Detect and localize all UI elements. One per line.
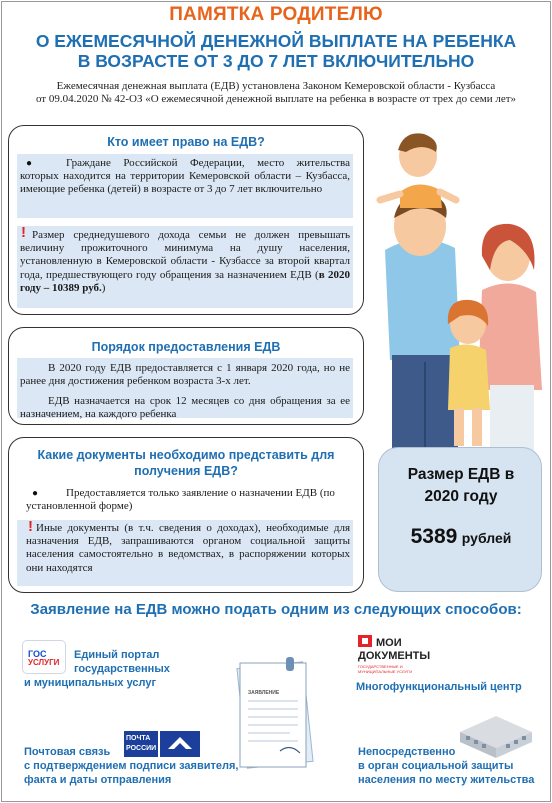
- bullet-icon: ●: [32, 488, 39, 499]
- method-direct-line-2: в орган социальной защиты: [358, 760, 514, 772]
- documents-note: Иные документы (в т.ч. сведения о доходах), необходимые для назначения ЕДВ, запрашиваются органом социальной защиты населения самостоятельно в ведомствах, в распоряжении которых они находятся: [26, 522, 350, 574]
- russian-post-logo-top: ПОЧТА: [126, 735, 151, 742]
- law-line-1: Ежемесячная денежная выплата (ЕДВ) установлена Законом Кемеровской области - Кузбасса: [56, 80, 496, 92]
- documents-heading: [8, 447, 364, 479]
- warning-icon: !: [28, 518, 33, 535]
- income-note: [20, 229, 350, 295]
- gosuslugi-logo-bottom: УСЛУГИ: [28, 658, 60, 667]
- method-post-line-2: с подтверждением подписи заявителя,: [24, 760, 239, 772]
- method-portal-line-1: Единый портал: [74, 649, 160, 661]
- page-title: ПАМЯТКА РОДИТЕЛЮ: [169, 4, 383, 25]
- income-threshold: в 2020 году – 10389 руб.: [20, 268, 350, 294]
- submission-methods-title: Заявление на ЕДВ можно подать одним из следующих способов:: [30, 601, 522, 618]
- my-documents-logo-mark: [358, 635, 374, 649]
- eligibility-bullet: Граждане Российской Федерации, место жительства которых находится на территории Кемеровской области – Кузбасса, имеющие ребенка (детей) в возрасте от 3 до 7 лет включительно: [20, 157, 350, 196]
- documents-heading-line-1: Какие документы необходимо представить для: [37, 448, 335, 462]
- family-illustration: [360, 130, 550, 450]
- method-portal-line-2: государственных: [74, 663, 170, 675]
- order-paragraph-2: ЕДВ назначается на срок 12 месяцев со дня обращения за ее назначением, на каждого ребенка: [20, 395, 350, 421]
- income-note-tail: ): [101, 281, 106, 294]
- payment-amount: [379, 525, 543, 549]
- subtitle-line-1: О ЕЖЕМЕСЯЧНОЙ ДЕНЕЖНОЙ ВЫПЛАТЕ НА РЕБЕНКА: [35, 31, 517, 51]
- documents-bullet: Предоставляется только заявление о назначении ЕДВ (по установленной форме): [26, 487, 335, 513]
- payment-amount-card: [378, 447, 542, 592]
- subtitle-line-2: В ВОЗРАСТЕ ОТ 3 ДО 7 ЛЕТ ВКЛЮЧИТЕЛЬНО: [77, 51, 475, 71]
- method-portal: [24, 648, 224, 690]
- method-direct-line-3: населения по месту жительства: [358, 774, 535, 786]
- income-note-text: Размер среднедушевого дохода семьи не должен превышать величину прожиточного минимума на душу населения, установленную в Кемеровской области - Кузбассе за второй квартал года, предшествующего году обращения за назначением ЕДВ (: [20, 229, 350, 281]
- method-post: [24, 745, 264, 787]
- method-post-line-1: Почтовая связь: [24, 746, 111, 758]
- page-subtitle: [0, 31, 552, 71]
- documents-heading-line-2: получения ЕДВ?: [134, 464, 238, 478]
- payment-amount-value: 5389: [410, 525, 458, 548]
- method-mfc: Многофункциональный центр: [356, 681, 522, 693]
- payment-amount-title-line-2: 2020 году: [424, 488, 498, 505]
- bullet-icon: ●: [26, 158, 33, 169]
- method-direct: [358, 745, 548, 787]
- warning-icon: !: [21, 224, 26, 241]
- law-reference: [8, 80, 544, 106]
- order-paragraph-1: В 2020 году ЕДВ предоставляется с 1 января 2020 года, но не ранее дня достижения ребенком возраста 3-х лет.: [20, 362, 350, 388]
- my-documents-logo-small: ГОСУДАРСТВЕННЫЕ И МУНИЦИПАЛЬНЫЕ УСЛУГИ: [358, 664, 413, 674]
- gosuslugi-logo-top: ГОС: [28, 649, 47, 659]
- application-form-label: ЗАЯВЛЕНИЕ: [248, 690, 280, 696]
- method-direct-line-1: Непосредственно: [358, 746, 456, 758]
- payment-amount-title-line-1: Размер ЕДВ в: [407, 466, 515, 483]
- eligibility-heading: Кто имеет право на ЕДВ?: [107, 135, 265, 149]
- payment-amount-title: [379, 464, 543, 508]
- order-heading: Порядок предоставления ЕДВ: [91, 340, 281, 354]
- my-documents-logo: [358, 637, 438, 675]
- payment-amount-unit: рублей: [461, 530, 512, 546]
- my-documents-logo-bottom: ДОКУМЕНТЫ: [358, 650, 431, 662]
- method-portal-line-3: и муниципальных услуг: [24, 677, 157, 689]
- method-post-line-3: факта и даты отправления: [24, 774, 172, 786]
- my-documents-logo-top: МОИ: [376, 637, 402, 649]
- law-line-2: от 09.04.2020 № 42-ОЗ «О ежемесячной денежной выплате на ребенка в возрасте от трех до семи лет»: [35, 93, 517, 105]
- russian-post-logo-bottom: РОССИИ: [126, 745, 157, 752]
